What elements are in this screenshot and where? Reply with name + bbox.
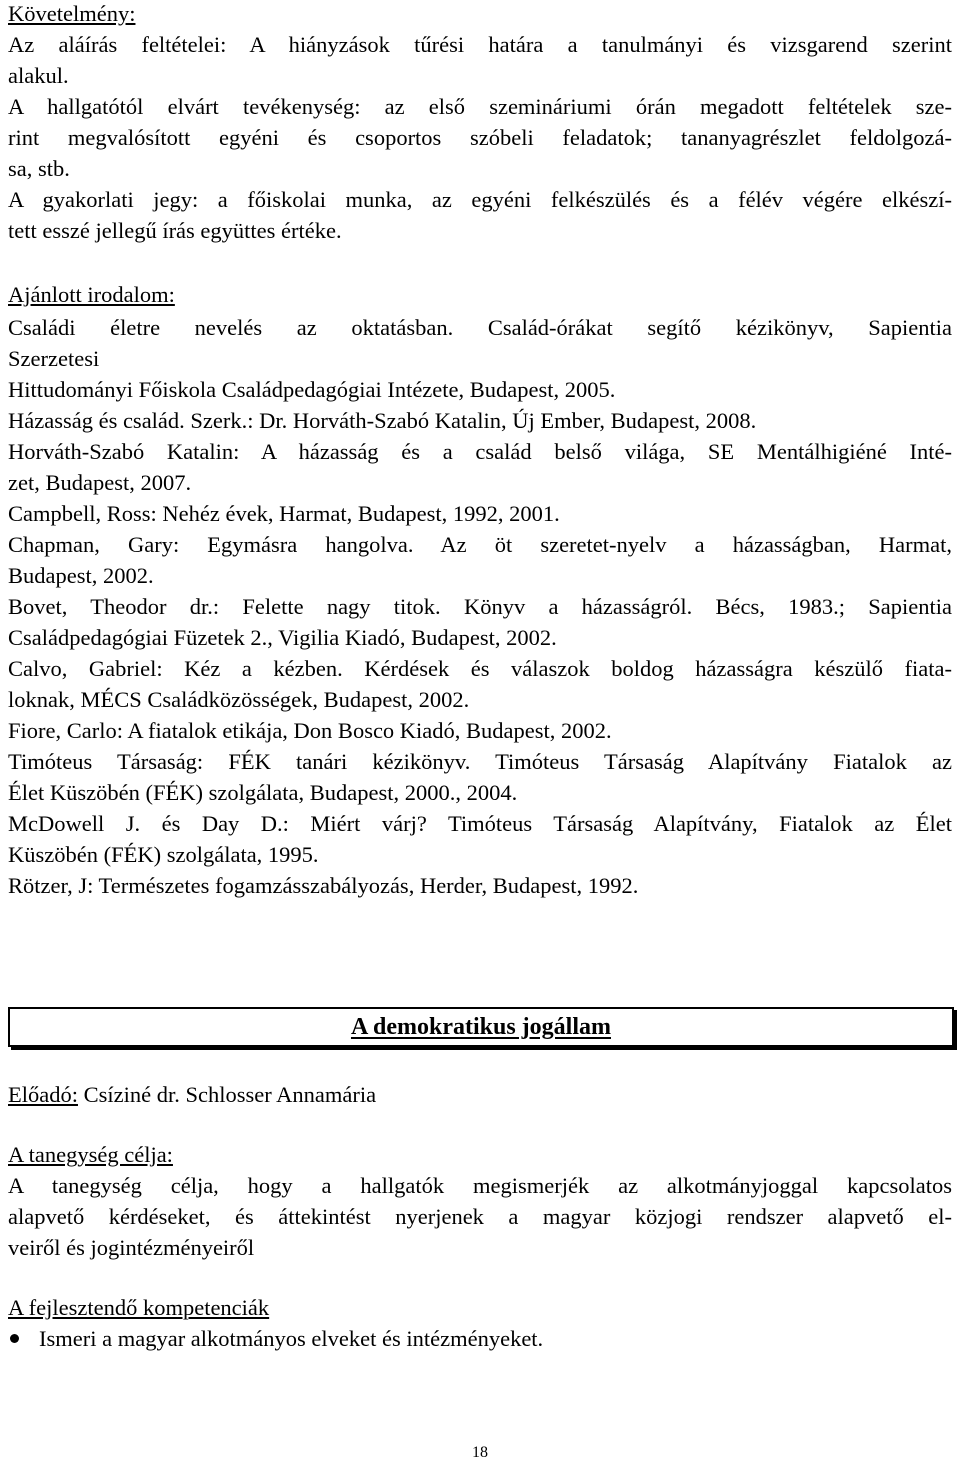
requirements-line: Az aláírás feltételei: A hiányzások tűrési határa a tanulmányi és vizsgarend szerint: [8, 32, 952, 57]
competency-item: [8, 1323, 952, 1354]
requirements-line: rint megvalósított egyéni és csoportos szóbeli feladatok; tananyagrészlet feldolgozá-: [8, 125, 952, 150]
lecturer-label: Előadó:: [8, 1082, 78, 1107]
literature-line: loknak, MÉCS Családközösségek, Budapest, 2002.: [8, 687, 470, 712]
literature-line: Családpedagógiai Füzetek 2., Vigilia Kiadó, Budapest, 2002.: [8, 625, 557, 650]
course-title-box: [8, 1007, 954, 1047]
literature-line: Házasság és család. Szerk.: Dr. Horváth-Szabó Katalin, Új Ember, Budapest, 2008.: [8, 408, 757, 433]
page-number: 18: [472, 1444, 488, 1461]
requirements-line: A gyakorlati jegy: a főiskolai munka, az egyéni felkészülés és a félév végére elkészí-: [8, 187, 952, 212]
goal-line: alapvető kérdéseket, és áttekintést nyerjenek a magyar közjogi rendszer alapvető el-: [8, 1204, 952, 1229]
literature-line: Szerzetesi: [8, 346, 100, 371]
literature-line: McDowell J. és Day D.: Miért várj? Timóteus Társaság Alapítvány, Fiatalok az Élet: [8, 811, 952, 836]
requirements-heading: Követelmény:: [8, 1, 136, 26]
literature-line: Horváth-Szabó Katalin: A házasság és a család belső világa, SE Mentálhigiéné Inté-: [8, 439, 952, 464]
requirements-line: alakul.: [8, 63, 69, 88]
requirements-line: A hallgatótól elvárt tevékenység: az első szemináriumi órán megadott feltételek sze-: [8, 94, 952, 119]
literature-line: Budapest, 2002.: [8, 563, 154, 588]
literature-line: Fiore, Carlo: A fiatalok etikája, Don Bosco Kiadó, Budapest, 2002.: [8, 718, 612, 743]
competency-text: Ismeri a magyar alkotmányos elveket és intézményeket.: [39, 1326, 544, 1351]
course-title: A demokratikus jogállam: [350, 1014, 611, 1040]
goal-line: A tanegység célja, hogy a hallgatók megismerjék az alkotmányjoggal kapcsolatos: [8, 1173, 952, 1198]
requirements-line: sa, stb.: [8, 156, 70, 181]
literature-line: Campbell, Ross: Nehéz évek, Harmat, Budapest, 1992, 2001.: [8, 501, 560, 526]
literature-line: Bovet, Theodor dr.: Felette nagy titok. Könyv a házasságról. Bécs, 1983.; Sapientia: [8, 594, 952, 619]
literature-line: Hittudományi Főiskola Családpedagógiai Intézete, Budapest, 2005.: [8, 377, 616, 402]
bullet-icon: [10, 1334, 19, 1343]
literature-line: Rötzer, J: Természetes fogamzásszabályozás, Herder, Budapest, 1992.: [8, 873, 639, 898]
requirements-line: tett esszé jellegű írás együttes értéke.: [8, 218, 342, 243]
goal-heading: A tanegység célja:: [8, 1142, 173, 1167]
literature-line: Családi életre nevelés az oktatásban. Család-órákat segítő kézikönyv, Sapientia: [8, 315, 952, 340]
literature-line: Timóteus Társaság: FÉK tanári kézikönyv. Timóteus Társaság Alapítvány Fiatalok az: [8, 749, 952, 774]
lecturer-name: Csíziné dr. Schlosser Annamária: [77, 1082, 377, 1107]
goal-line: veiről és jogintézményeiről: [8, 1235, 255, 1260]
literature-line: Élet Küszöbén (FÉK) szolgálata, Budapest, 2000., 2004.: [8, 780, 518, 805]
literature-line: Chapman, Gary: Egymásra hangolva. Az öt szeretet-nyelv a házasságban, Harmat,: [8, 532, 952, 557]
literature-line: Calvo, Gabriel: Kéz a kézben. Kérdések és válaszok boldog házasságra készülő fiata-: [8, 656, 952, 681]
lecturer-line: [8, 1079, 952, 1110]
literature-line: Küszöbén (FÉK) szolgálata, 1995.: [8, 842, 319, 867]
course-section: [8, 1079, 952, 1354]
literature-line: zet, Budapest, 2007.: [8, 470, 192, 495]
literature-heading: Ajánlott irodalom:: [8, 282, 175, 307]
competencies-heading: A fejlesztendő kompetenciák: [8, 1295, 270, 1320]
document-page: [8, 0, 952, 901]
